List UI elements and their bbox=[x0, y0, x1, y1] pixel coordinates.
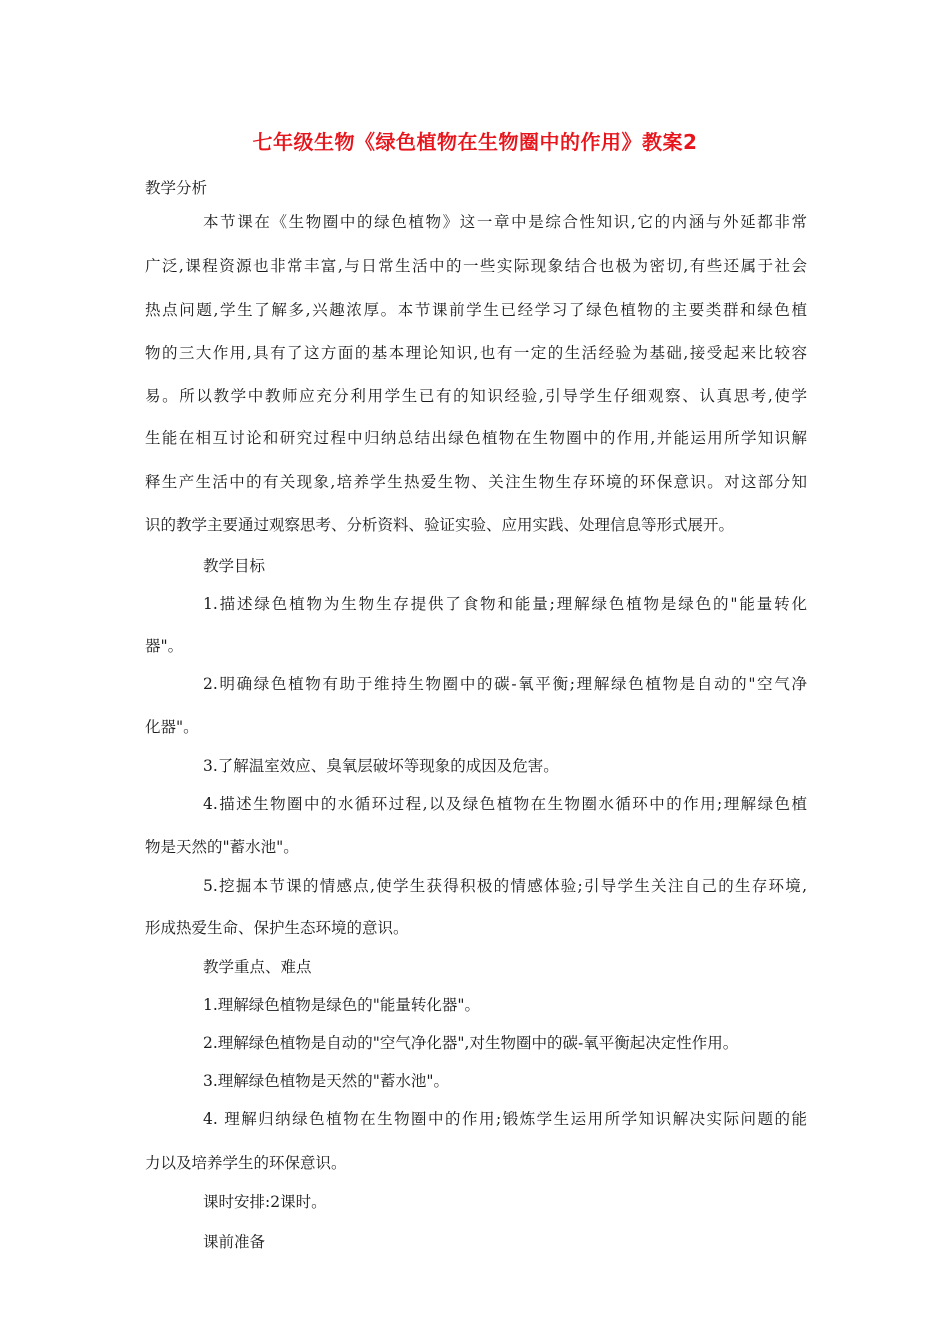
goal-line: 2.明确绿色植物有助于维持生物圈中的碳-氧平衡;理解绿色植物是自动的"空气净 bbox=[203, 675, 807, 693]
goal-line: 物是天然的"蓄水池"。 bbox=[145, 838, 299, 856]
paragraph-line: 热点问题,学生了解多,兴趣浓厚。本节课前学生已经学习了绿色植物的主要类群和绿色植 bbox=[145, 301, 807, 319]
paragraph-line: 释生产生活中的有关现象,培养学生热爱生物、关注生物生存环境的环保意识。对这部分知 bbox=[145, 473, 807, 491]
class-schedule: 课时安排:2课时。 bbox=[203, 1193, 327, 1211]
goal-line: 5.挖掘本节课的情感点,使学生获得积极的情感体验;引导学生关注自己的生存环境, bbox=[203, 877, 807, 895]
paragraph-line: 生能在相互讨论和研究过程中归纳总结出绿色植物在生物圈中的作用,并能运用所学知识解 bbox=[145, 429, 807, 447]
goal-line: 器"。 bbox=[145, 637, 184, 655]
goal-line: 3.了解温室效应、臭氧层破坏等现象的成因及危害。 bbox=[203, 757, 559, 775]
key-point-line: 1.理解绿色植物是绿色的"能量转化器"。 bbox=[203, 996, 481, 1014]
key-point-line: 力以及培养学生的环保意识。 bbox=[145, 1154, 347, 1172]
section-heading-goals: 教学目标 bbox=[203, 557, 266, 575]
paragraph-line: 物的三大作用,具有了这方面的基本理论知识,也有一定的生活经验为基础,接受起来比较容 bbox=[145, 344, 807, 362]
section-heading-analysis: 教学分析 bbox=[145, 179, 208, 197]
section-heading-preparation: 课前准备 bbox=[203, 1233, 266, 1251]
paragraph-line: 识的教学主要通过观察思考、分析资料、验证实验、应用实践、处理信息等形式展开。 bbox=[145, 516, 735, 534]
paragraph-line: 广泛,课程资源也非常丰富,与日常生活中的一些实际现象结合也极为密切,有些还属于社会 bbox=[145, 257, 807, 275]
key-point-line: 3.理解绿色植物是天然的"蓄水池"。 bbox=[203, 1072, 450, 1090]
goal-line: 4.描述生物圈中的水循环过程,以及绿色植物在生物圈水循环中的作用;理解绿色植 bbox=[203, 795, 807, 813]
goal-line: 1.描述绿色植物为生物生存提供了食物和能量;理解绿色植物是绿色的"能量转化 bbox=[203, 595, 807, 613]
document-title: 七年级生物《绿色植物在生物圈中的作用》教案2 bbox=[252, 130, 698, 154]
paragraph-line: 本节课在《生物圈中的绿色植物》这一章中是综合性知识,它的内涵与外延都非常 bbox=[203, 213, 807, 231]
goal-line: 化器"。 bbox=[145, 718, 199, 736]
key-point-line: 2.理解绿色植物是自动的"空气净化器",对生物圈中的碳-氧平衡起决定性作用。 bbox=[203, 1034, 739, 1052]
key-point-line: 4. 理解归纳绿色植物在生物圈中的作用;锻炼学生运用所学知识解决实际问题的能 bbox=[203, 1110, 807, 1128]
section-heading-key-points: 教学重点、难点 bbox=[203, 958, 312, 976]
paragraph-line: 易。所以教学中教师应充分利用学生已有的知识经验,引导学生仔细观察、认真思考,使学 bbox=[145, 387, 807, 405]
goal-line: 形成热爱生命、保护生态环境的意识。 bbox=[145, 919, 409, 937]
